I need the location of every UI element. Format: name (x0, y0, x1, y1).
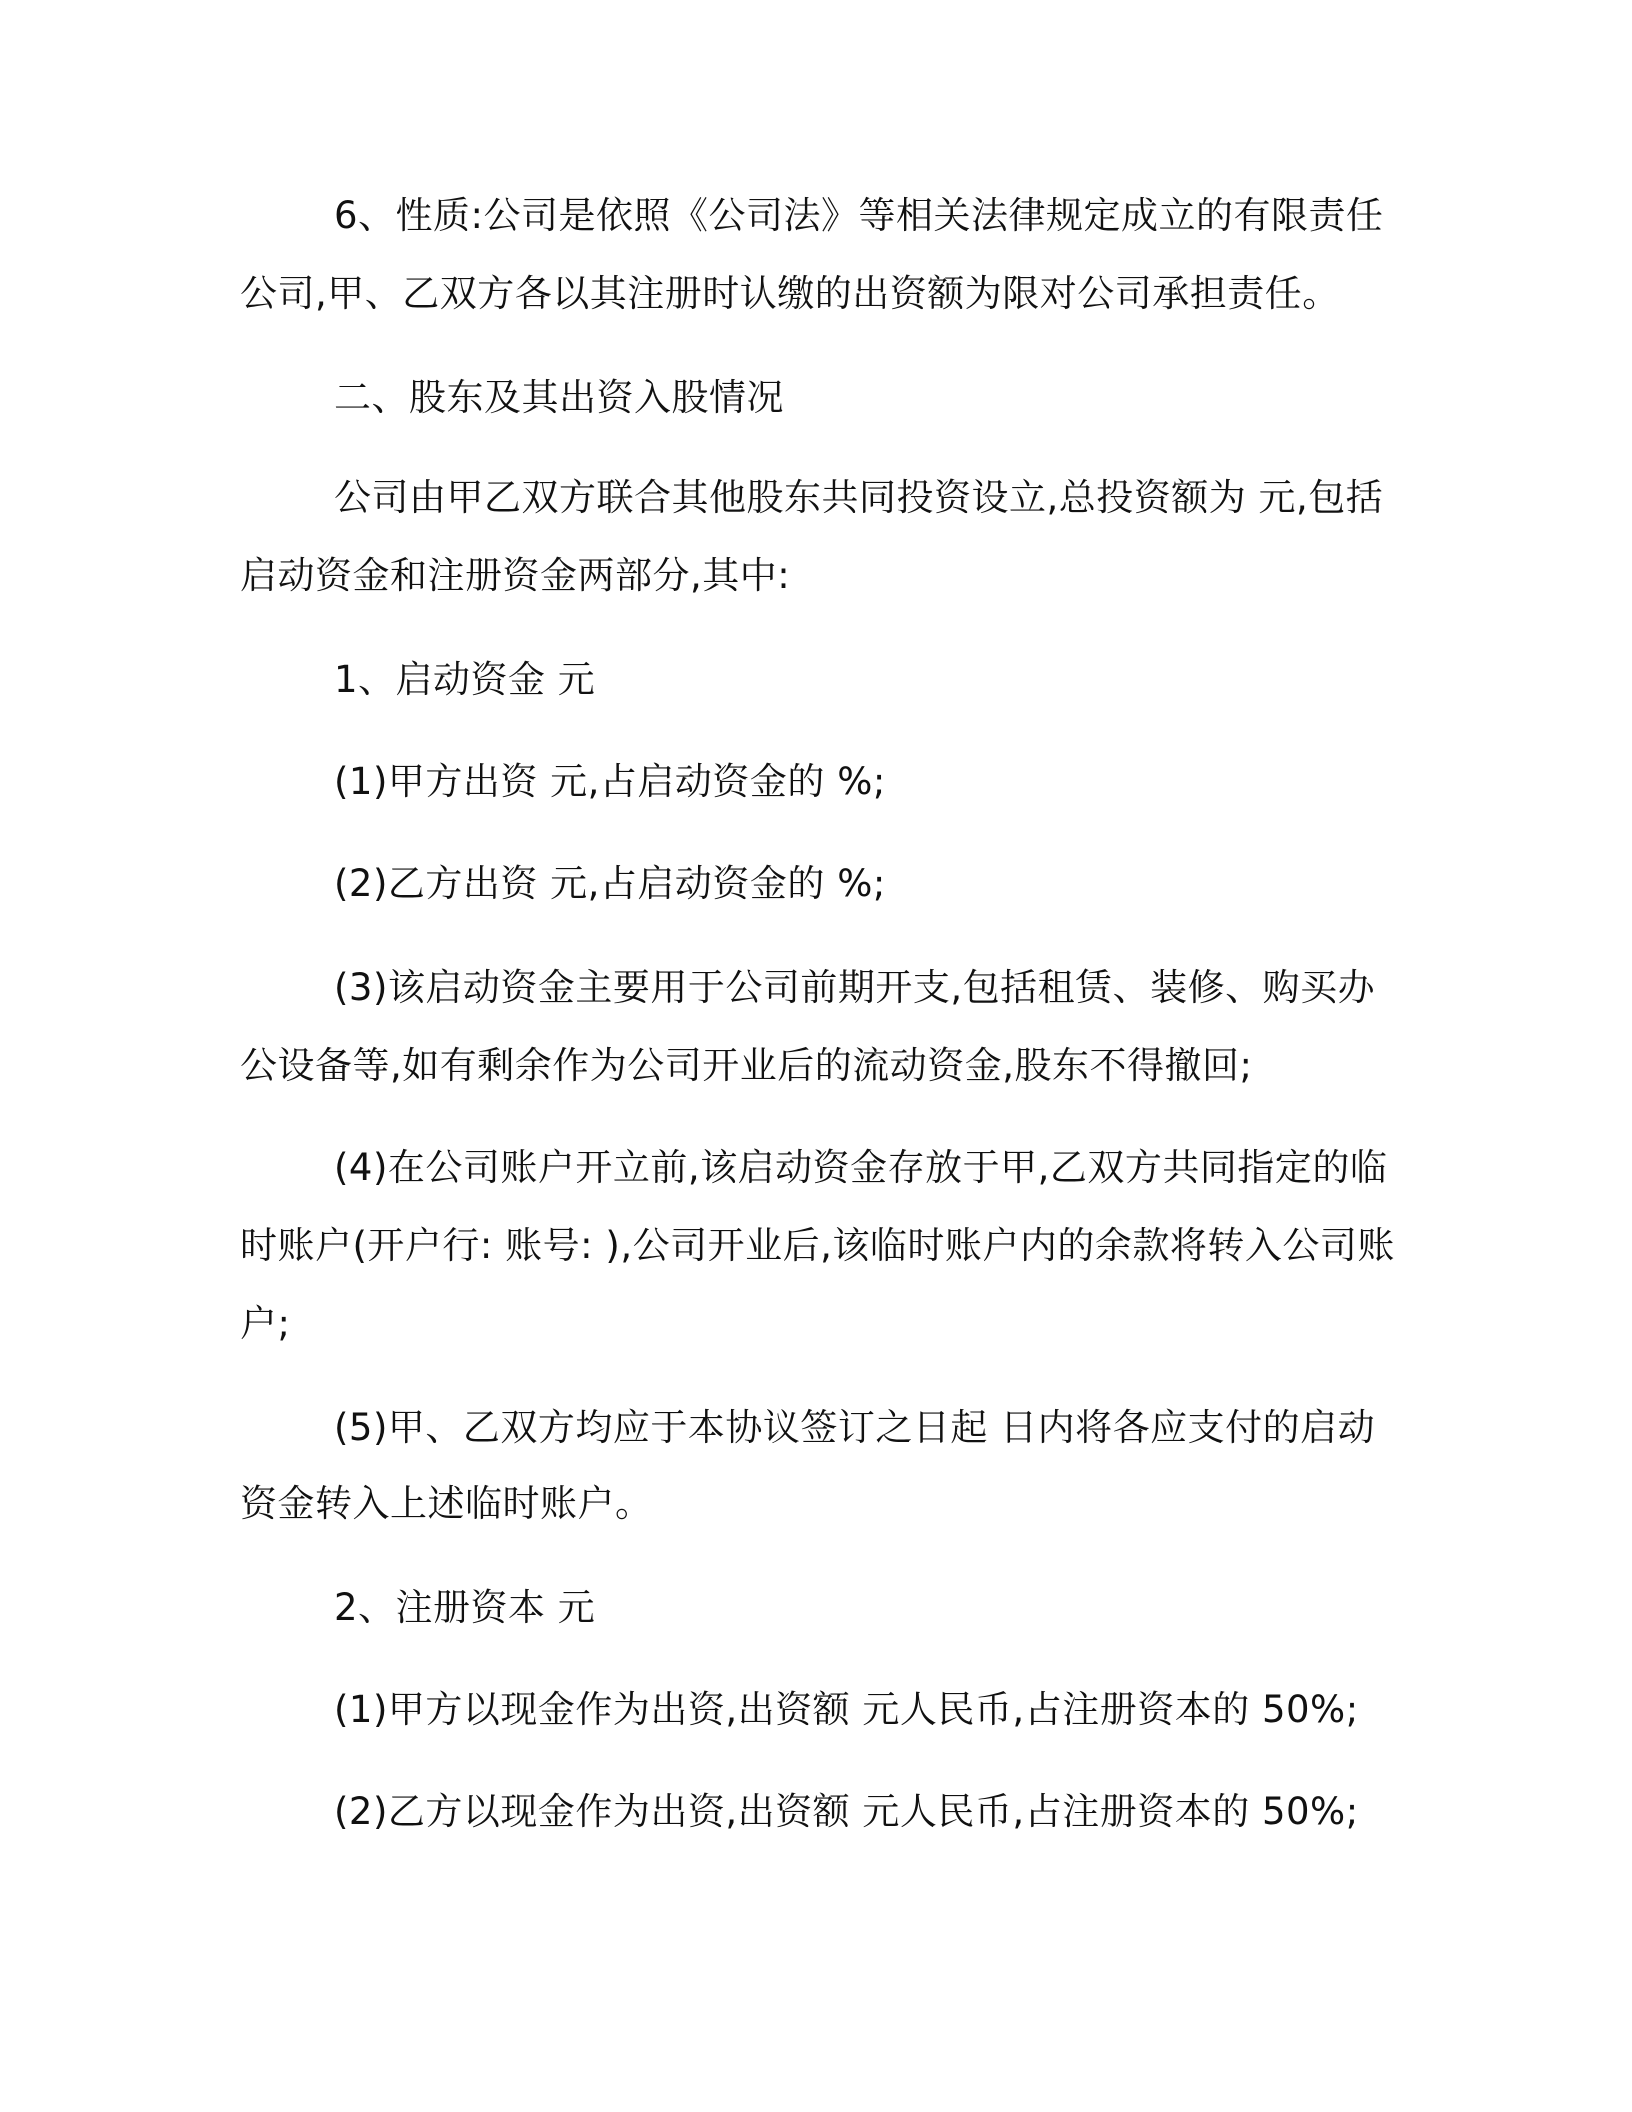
startup-item-1: (1)甲方出资 元,占启动资金的 %; (334, 760, 886, 803)
investment-intro-line-1: 公司由甲乙双方联合其他股东共同投资设立,总投资额为 元,包括 (334, 476, 1384, 519)
startup-item-3-line-1: (3)该启动资金主要用于公司前期开支,包括租赁、装修、购买办 (334, 966, 1376, 1009)
startup-item-5-line-2: 资金转入上述临时账户。 (240, 1482, 653, 1525)
registered-capital-heading: 2、注册资本 元 (334, 1586, 596, 1629)
startup-item-5-line-1: (5)甲、乙双方均应于本协议签订之日起 日内将各应支付的启动 (334, 1406, 1376, 1449)
startup-capital-heading: 1、启动资金 元 (334, 658, 596, 701)
startup-item-3-line-2: 公设备等,如有剩余作为公司开业后的流动资金,股东不得撤回; (240, 1044, 1253, 1087)
section-2-heading: 二、股东及其出资入股情况 (334, 376, 784, 419)
startup-item-4-line-2: 时账户(开户行: 账号: ),公司开业后,该临时账户内的余款将转入公司账 (240, 1224, 1395, 1267)
investment-intro-line-2: 启动资金和注册资金两部分,其中: (240, 554, 791, 597)
startup-item-4-line-3: 户; (240, 1302, 291, 1345)
registered-item-2: (2)乙方以现金作为出资,出资额 元人民币,占注册资本的 50%; (334, 1790, 1359, 1833)
registered-item-1: (1)甲方以现金作为出资,出资额 元人民币,占注册资本的 50%; (334, 1688, 1359, 1731)
clause-6-line-2: 公司,甲、乙双方各以其注册时认缴的出资额为限对公司承担责任。 (240, 272, 1340, 315)
startup-item-4-line-1: (4)在公司账户开立前,该启动资金存放于甲,乙双方共同指定的临 (334, 1146, 1388, 1189)
clause-6-line-1: 6、性质:公司是依照《公司法》等相关法律规定成立的有限责任 (334, 194, 1384, 237)
startup-item-2: (2)乙方出资 元,占启动资金的 %; (334, 862, 886, 905)
